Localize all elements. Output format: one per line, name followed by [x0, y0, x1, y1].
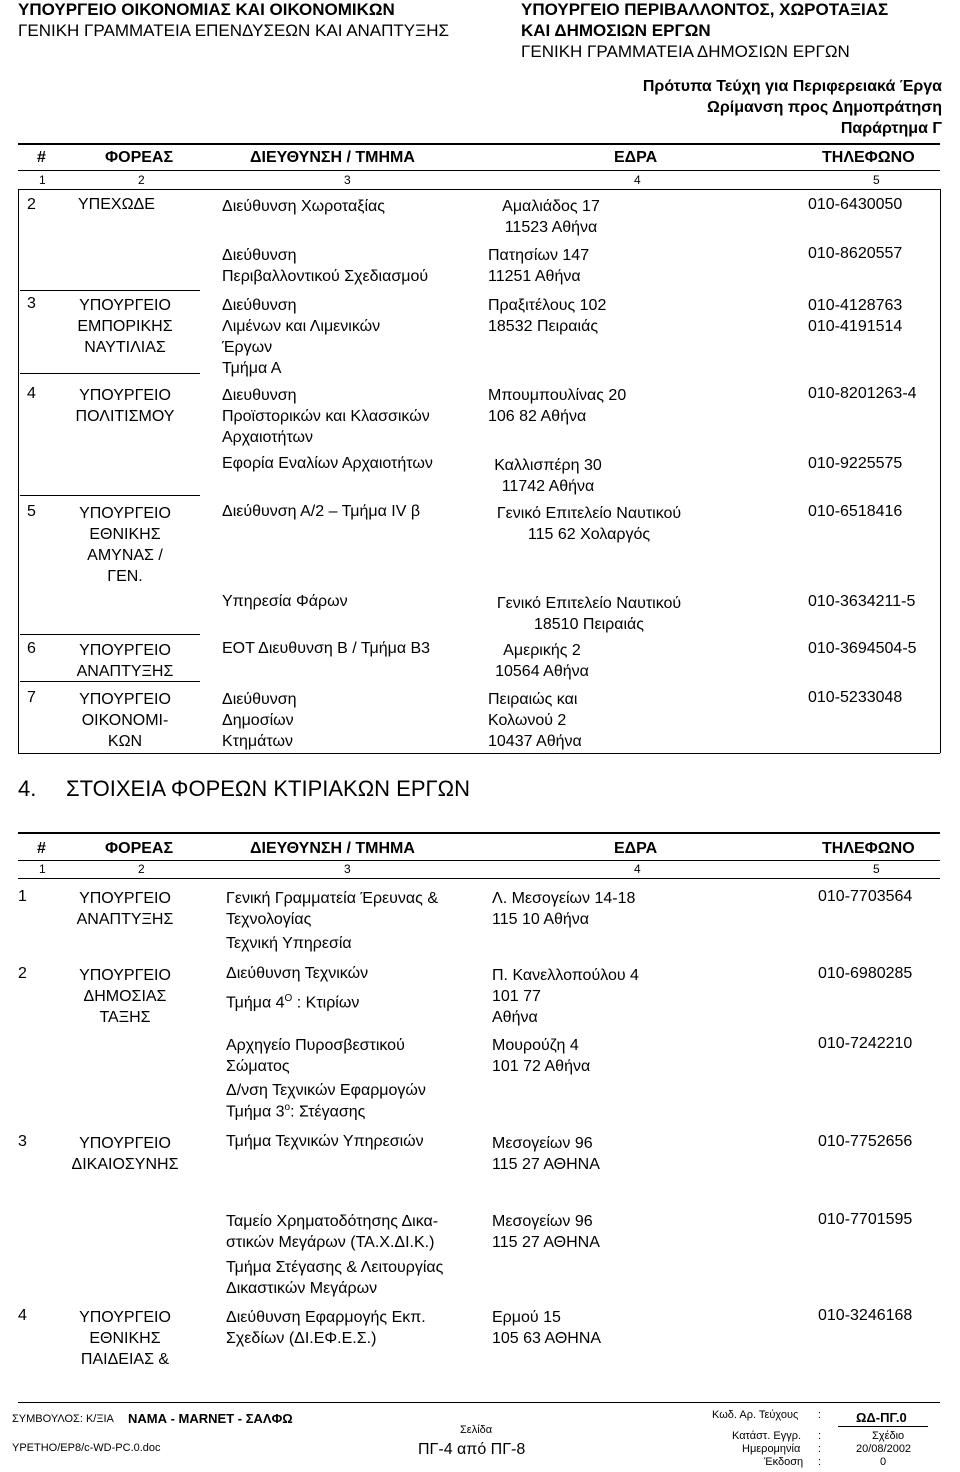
table-row-subdepartment: Τμήμα Στέγασης & Λειτουργίας Δικαστικών Μεγάρων — [226, 1259, 444, 1297]
header-ministry-right: ΥΠΟΥΡΓΕΙΟ ΠΕΡΙΒΑΛΛΟΝΤΟΣ, ΧΩΡΟΤΑΞΙΑΣ — [521, 0, 889, 19]
table2-colnum-5: 5 — [873, 862, 880, 876]
footer-edition-label: Έκδοση — [764, 1456, 804, 1468]
section-number: 4. — [18, 776, 37, 801]
table-row-address: Πειραιώς και Κολωνού 2 10437 Αθήνα — [488, 691, 582, 750]
table-row-subdepartment — [226, 1102, 365, 1121]
table-row-phone: 010-8620557 — [808, 245, 903, 262]
table2-col-foreas: ΦΟΡΕΑΣ — [105, 840, 174, 857]
table-row-phone: 010-4128763 010-4191514 — [808, 297, 903, 335]
table-row-phone: 010-9225575 — [808, 455, 903, 472]
footer-status-label: Κατάστ. Εγγρ. — [732, 1430, 802, 1442]
table-row-phone: 010-7242210 — [818, 1035, 913, 1052]
table2-col-edra: ΕΔΡΑ — [614, 840, 658, 857]
table1-left-border — [18, 189, 19, 753]
table-row-phone: 010-6518416 — [808, 503, 903, 520]
table-row-phone: 010-3694504-5 — [808, 640, 917, 657]
footer-top-rule — [18, 1402, 940, 1403]
table2-top-rule — [18, 832, 940, 834]
table-row-phone: 010-7703564 — [818, 888, 913, 905]
table-row-phone: 010-8201263-4 — [808, 385, 917, 402]
header-secretariat-right: ΓΕΝΙΚΗ ΓΡΑΜΜΑΤΕΙΑ ΔΗΜΟΣΙΩΝ ΕΡΓΩΝ — [521, 42, 850, 61]
table-row-organization: ΥΠΟΥΡΓΕΙΟ ΕΘΝΙΚΗΣ ΑΜΥΝΑΣ / ΓΕΝ. — [79, 505, 171, 585]
table1-row-divider — [20, 373, 200, 374]
subdepartment-label: Τμήμα 3 — [226, 1103, 285, 1121]
table-row-organization: ΥΠΟΥΡΓΕΙΟ ΟΙΚΟΝΟΜΙ- ΚΩΝ — [79, 691, 171, 750]
table-row-address: Γενικό Επιτελείο Ναυτικού 18510 Πειραιάς — [496, 595, 682, 633]
table-row-department: Διεύθυνση Εφαρμογής Εκπ. Σχεδίων (ΔΙ.ΕΦ.Ε.Σ.) — [226, 1309, 426, 1347]
table2-colnum-4: 4 — [634, 862, 641, 876]
table-row-number: 1 — [18, 888, 27, 905]
table1-col-dieuthynsi: ΔΙΕΥΘΥΝΣΗ / ΤΜΗΜΑ — [250, 149, 415, 166]
footer-edition-value: 0 — [880, 1456, 887, 1468]
table-row-subdepartment: Τεχνική Υπηρεσία — [226, 935, 352, 952]
table1-colnum-1: 1 — [39, 173, 46, 187]
table1-bottom-border — [18, 753, 940, 754]
table-row-address: Καλλισπέρη 30 11742 Αθήνα — [494, 457, 602, 495]
table-row-department: Διεύθυνση Δημοσίων Κτημάτων — [222, 691, 297, 750]
table-row-address: Μουρούζη 4 101 72 Αθήνα — [492, 1037, 591, 1075]
table1-col-foreas: ΦΟΡΕΑΣ — [105, 149, 174, 166]
table-row-address: Μπουμπουλίνας 20 106 82 Αθήνα — [488, 387, 627, 425]
footer-code-underline — [838, 1426, 928, 1427]
table-row-phone: 010-7752656 — [818, 1133, 913, 1150]
table-row-address: Πραξιτέλους 102 18532 Πειραιάς — [488, 297, 607, 335]
table-row-phone: 010-5233048 — [808, 689, 903, 706]
table-row-phone: 010-6980285 — [818, 965, 913, 982]
table2-numbers-rule — [18, 878, 940, 879]
table-row-address: Ερμού 15 105 63 ΑΘΗΝΑ — [492, 1309, 602, 1347]
table-row-phone: 010-3246168 — [818, 1307, 913, 1324]
footer-colon: : — [818, 1409, 822, 1421]
table1-col-hash: # — [37, 149, 46, 166]
table-row-number: 2 — [18, 965, 27, 982]
table-row-organization: ΥΠΟΥΡΓΕΙΟ ΕΜΠΟΡΙΚΗΣ ΝΑΥΤΙΛΙΑΣ — [77, 297, 173, 356]
table1-colnum-2: 2 — [138, 173, 145, 187]
doc-title-1: Πρότυπα Τεύχη για Περιφερειακά Έργα — [642, 78, 942, 95]
table1-row-divider — [20, 634, 200, 635]
table-row-address: Π. Κανελλοπούλου 4 101 77 Αθήνα — [492, 967, 639, 1026]
table1-numbers-rule — [18, 189, 940, 190]
ordinal-superscript: Ο — [284, 993, 293, 1004]
subdepartment-suffix: : Στέγασης — [290, 1103, 366, 1121]
table2-header-rule — [18, 860, 940, 861]
table-row-department: Ταμείο Χρηματοδότησης Δικα- στικών Μεγάρων (ΤΑ.Χ.ΔΙ.Κ.) — [226, 1213, 439, 1251]
table-row-number: 4 — [18, 1307, 27, 1324]
table-row-organization: ΥΠΕΧΩΔΕ — [78, 196, 155, 213]
table1-colnum-3: 3 — [344, 173, 351, 187]
table-row-address: Γενικό Επιτελείο Ναυτικού 115 62 Χολαργός — [496, 505, 682, 543]
table-row-address: Μεσογείων 96 115 27 ΑΘΗΝΑ — [492, 1213, 600, 1251]
table-row-address: Αμαλιάδος 17 11523 Αθήνα — [502, 198, 600, 236]
doc-title-3: Παράρτημα Γ — [840, 120, 942, 137]
table-row-organization: ΥΠΟΥΡΓΕΙΟ ΑΝΑΠΤΥΞΗΣ — [76, 642, 174, 680]
table1-header-rule — [18, 170, 940, 171]
table-row-phone: 010-6430050 — [808, 196, 903, 213]
table2-colnum-3: 3 — [344, 862, 351, 876]
table-row-address: Πατησίων 147 11251 Αθήνα — [488, 247, 590, 285]
section-title: ΣΤΟΙΧΕΙΑ ΦΟΡΕΩΝ ΚΤΙΡΙΑΚΩΝ ΕΡΓΩΝ — [66, 776, 470, 801]
table-row-department: Αρχηγείο Πυροσβεστικού Σώματος — [226, 1037, 405, 1075]
table-row-department: Διεύθυνση Χωροταξίας — [222, 198, 385, 215]
table1-top-rule — [18, 143, 940, 145]
table-row-number: 3 — [18, 1133, 27, 1150]
table1-row-divider — [20, 495, 200, 496]
subdepartment-suffix: : Κτιρίων — [292, 994, 360, 1012]
table-row-department: Διεύθυνση Α/2 – Τμήμα IV β — [222, 503, 421, 520]
table-row-department: ΕΟΤ Διευθυνση Β / Τμήμα Β3 — [222, 640, 431, 657]
table-row-phone: 010-7701595 — [818, 1211, 913, 1228]
table-row-organization: ΥΠΟΥΡΓΕΙΟ ΠΟΛΙΤΙΣΜΟΥ — [75, 387, 175, 425]
footer-file-path: YPETHO/EP8/c-WD-PC.0.doc — [12, 1442, 161, 1454]
table-row-address: Λ. Μεσογείων 14-18 115 10 Αθήνα — [492, 890, 636, 928]
table-row-address: Αμερικής 2 10564 Αθήνα — [495, 642, 589, 680]
table-row-number: 6 — [27, 640, 36, 657]
table-row-department: Εφορία Εναλίων Αρχαιοτήτων — [222, 455, 433, 472]
table1-colnum-4: 4 — [634, 173, 641, 187]
table-row-department: Τμήμα Τεχνικών Υπηρεσιών — [226, 1133, 424, 1150]
footer-colon: : — [818, 1443, 822, 1455]
footer-page-label: Σελίδα — [460, 1424, 493, 1436]
footer-colon: : — [818, 1456, 822, 1468]
table1-right-border — [940, 189, 941, 753]
header-ministry-left: ΥΠΟΥΡΓΕΙΟ ΟΙΚΟΝΟΜΙΑΣ ΚΑΙ ΟΙΚΟΝΟΜΙΚΩΝ — [18, 0, 395, 19]
footer-code-value: ΩΔ-ΠΓ.0 — [856, 1410, 907, 1425]
footer-date-value: 20/08/2002 — [856, 1443, 912, 1455]
footer-date-label: Ημερομηνία — [742, 1443, 801, 1455]
table-row-address: Μεσογείων 96 115 27 ΑΘΗΝΑ — [492, 1135, 600, 1173]
footer-colon: : — [818, 1430, 822, 1442]
table-row-department: Υπηρεσία Φάρων — [222, 593, 348, 610]
table2-col-dieuthynsi: ΔΙΕΥΘΥΝΣΗ / ΤΜΗΜΑ — [250, 840, 415, 857]
table-row-subdepartment — [226, 993, 359, 1012]
header-secretariat-left: ΓΕΝΙΚΗ ΓΡΑΜΜΑΤΕΙΑ ΕΠΕΝΔΥΣΕΩΝ ΚΑΙ ΑΝΑΠΤΥΞΗΣ — [18, 21, 449, 40]
footer-page-value: ΠΓ-4 από ΠΓ-8 — [418, 1441, 526, 1458]
table-row-department: Διευθυνση Προϊστορικών και Κλασσικών Αρχαιοτήτων — [222, 387, 430, 446]
table-row-organization: ΥΠΟΥΡΓΕΙΟ ΔΗΜΟΣΙΑΣ ΤΑΞΗΣ — [79, 967, 171, 1026]
table-row-number: 2 — [27, 196, 36, 213]
header-ministry-right-2: ΚΑΙ ΔΗΜΟΣΙΩΝ ΕΡΓΩΝ — [521, 21, 711, 40]
subdepartment-label: Τμήμα 4 — [226, 994, 285, 1012]
doc-title-2: Ωρίμανση προς Δημοπράτηση — [707, 99, 942, 116]
footer-code-label: Κωδ. Αρ. Τεύχους — [712, 1409, 799, 1421]
table-row-number: 5 — [27, 503, 36, 520]
table1-row-divider — [20, 290, 200, 291]
footer-advisor-label: ΣΥΜΒΟΥΛΟΣ: Κ/ΞΙΑ — [12, 1413, 114, 1425]
table-row-organization: ΥΠΟΥΡΓΕΙΟ ΔΙΚΑΙΟΣΥΝΗΣ — [71, 1135, 179, 1173]
table2-colnum-2: 2 — [138, 862, 145, 876]
table1-col-edra: ΕΔΡΑ — [614, 149, 658, 166]
table2-colnum-1: 1 — [39, 862, 46, 876]
table-row-number: 7 — [27, 689, 36, 706]
table-row-number: 4 — [27, 385, 36, 402]
table-row-department: Γενική Γραμματεία Έρευνας & Τεχνολογίας — [226, 890, 439, 928]
table1-colnum-5: 5 — [873, 173, 880, 187]
table-row-department: Δ/νση Τεχνικών Εφαρμογών — [226, 1082, 426, 1099]
table2-col-hash: # — [37, 840, 46, 857]
table-row-department: Διεύθυνση Λιμένων και Λιμενικών Έργων Τμήμα Α — [222, 297, 381, 377]
table-row-department: Διεύθυνση Περιβαλλοντικού Σχεδιασμού — [222, 247, 429, 285]
table-row-organization: ΥΠΟΥΡΓΕΙΟ ΕΘΝΙΚΗΣ ΠΑΙΔΕΙΑΣ & — [79, 1309, 171, 1368]
ordinal-superscript: ο — [284, 1102, 291, 1113]
table-row-department: Διεύθυνση Τεχνικών — [226, 965, 369, 982]
footer-status-value: Σχέδιο — [872, 1430, 905, 1442]
footer-advisor-name: ΝΑΜΑ - MARNET - ΣΑΛΦΩ — [128, 1411, 293, 1426]
table-row-phone: 010-3634211-5 — [808, 593, 916, 610]
table1-col-tilefono: ΤΗΛΕΦΩΝΟ — [822, 149, 915, 166]
table-row-number: 3 — [27, 295, 36, 312]
table-row-organization: ΥΠΟΥΡΓΕΙΟ ΑΝΑΠΤΥΞΗΣ — [76, 890, 174, 928]
table2-col-tilefono: ΤΗΛΕΦΩΝΟ — [822, 840, 915, 857]
